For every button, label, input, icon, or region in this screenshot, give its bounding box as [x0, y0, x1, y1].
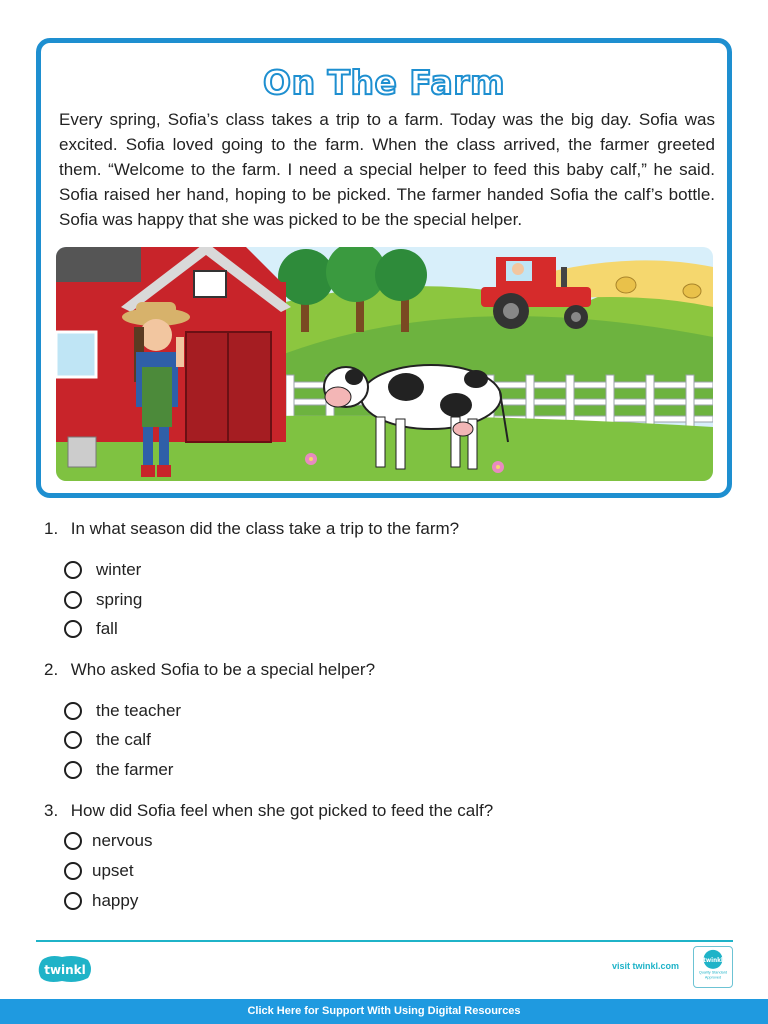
twinkl-logo: [36, 954, 94, 984]
visit-link[interactable]: visit twinkl.com: [612, 961, 680, 971]
question-number: 2.: [44, 660, 59, 679]
option-the-teacher[interactable]: [64, 701, 181, 721]
logo-text: twinkl: [44, 963, 86, 977]
radio-circle-icon[interactable]: [64, 620, 82, 638]
question-number: 3.: [44, 801, 59, 820]
question-text: How did Sofia feel when she got picked to feed the calf?: [70, 801, 494, 820]
option-fall[interactable]: [64, 619, 118, 639]
question-number: 1.: [44, 519, 59, 538]
option-label: spring: [96, 590, 143, 609]
option-the-farmer[interactable]: [64, 760, 173, 780]
support-link[interactable]: Click Here for Support With Using Digital Resources: [0, 999, 768, 1024]
question-1: [44, 519, 459, 539]
option-winter[interactable]: [64, 560, 141, 580]
radio-circle-icon[interactable]: [64, 561, 82, 579]
option-label: nervous: [92, 831, 153, 850]
question-text: Who asked Sofia to be a special helper?: [70, 660, 376, 679]
footer-divider: [36, 940, 733, 942]
farm-illustration: [56, 247, 713, 481]
option-label: the teacher: [96, 701, 182, 720]
question-3: [44, 801, 493, 821]
radio-circle-icon[interactable]: [64, 832, 82, 850]
option-label: happy: [92, 891, 139, 910]
option-spring[interactable]: [64, 590, 142, 610]
quality-standard-badge: [693, 946, 733, 988]
question-text: In what season did the class take a trip to the farm?: [70, 519, 460, 538]
option-label: the calf: [96, 730, 151, 749]
story-box: [36, 38, 732, 498]
option-upset[interactable]: [64, 861, 134, 881]
option-label: fall: [96, 619, 118, 638]
radio-circle-icon[interactable]: [64, 892, 82, 910]
option-happy[interactable]: [64, 891, 138, 911]
option-label: upset: [92, 861, 134, 880]
story-text: Every spring, Sofia’s class takes a trip to a farm. Today was the big day. Sofia was excited. Sofia loved going to the farm. When the class arrived, the farmer greeted them. “Welcome to the farm. I need a special helper to feed this baby calf,” he said. Sofia raised her hand, hoping to be picked. The farmer handed Sofia the calf’s bottle. Sofia was happy that she was picked to be the special helper.: [59, 110, 715, 229]
badge-text: Quality Standard Approved: [698, 969, 728, 980]
option-label: winter: [96, 560, 142, 579]
option-label: the farmer: [96, 760, 174, 779]
radio-circle-icon[interactable]: [64, 702, 82, 720]
badge-brand: twinkl: [703, 958, 723, 965]
option-nervous[interactable]: [64, 831, 152, 851]
radio-circle-icon[interactable]: [64, 761, 82, 779]
radio-circle-icon[interactable]: [64, 862, 82, 880]
radio-circle-icon[interactable]: [64, 591, 82, 609]
radio-circle-icon[interactable]: [64, 731, 82, 749]
story-title: On The Farm: [263, 63, 505, 102]
option-the-calf[interactable]: [64, 730, 151, 750]
question-2: [44, 660, 375, 680]
